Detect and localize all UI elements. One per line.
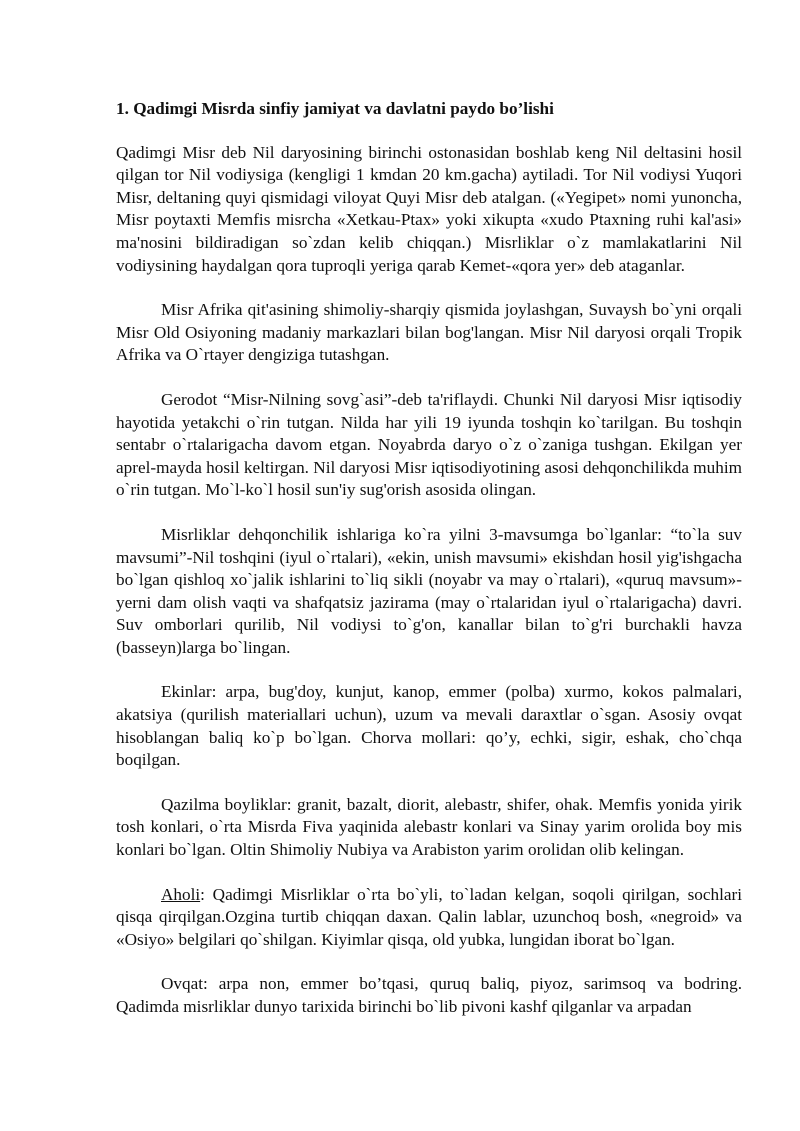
paragraph-minerals: Qazilma boyliklar: granit, bazalt, diorit, alebastr, shifer, ohak. Memfis yonida yirik tosh konlari, o`rta Misrda Fiva yaqinida alebastr konlari va Sinay yarim orolida boy mis konlari bo`lgan. Oltin Shimoliy Nubiya va Arabiston yarim orolidan olib kelingan.	[116, 794, 742, 860]
paragraph-herodotus: Gerodot “Misr-Nilning sovg`asi”-deb ta'riflaydi. Chunki Nil daryosi Misr iqtisodiy hayotida yetakchi o`rin tutgan. Nilda har yili 19 iyunda toshqin ko`tarilgan. Bu toshqin sentabr o`rtalarigacha davom etgan. Noyabrda daryo o`z o`zaniga tushgan. Ekilgan yer aprel-mayda hosil keltirgan. Nil daryosi Misr iqtisodiyotining asosi dehqonchilikda muhim o`rin tutgan. Mo`l-ko`l hosil sun'iy sug'orish asosida olingan.	[116, 389, 742, 500]
section-heading: 1. Qadimgi Misrda sinfiy jamiyat va davlatni paydo bo’lishi	[116, 99, 554, 118]
term-aholi: Aholi	[161, 884, 201, 904]
paragraph-crops: Ekinlar: arpa, bug'doy, kunjut, kanop, emmer (polba) xurmo, kokos palmalari, akatsiya (qurilish materiallari uchun), uzum va mevali daraxtlar o`sgan. Asosiy ovqat hisoblangan baliq ko`p bo`lgan. Chorva mollari: qo’y, echki, sigir, eshak, cho`chqa boqilgan.	[116, 682, 742, 770]
paragraph-nile-geography: Qadimgi Misr deb Nil daryosining birinchi ostonasidan boshlab keng Nil deltasini hosil qilgan tor Nil vodiysiga (kengligi 1 kmdan 20 km.gacha) aytiladi. Tor Nil vodiysi Yuqori Misr, deltaning quyi qismidagi viloyat Quyi Misr deb atalgan. («Yegipet» nomi yunoncha, Misr poytaxti Memfis misrcha «Xetkau-Ptax» yoki xikupta «xudo Ptaxning ruhi kal'asi» ma'nosini bildiradigan so`zdan kelib chiqqan.) Misrliklar o`z mamlakatlarini Nil vodiysining haydalgan qora tuproqli yeriga qarab Kemet-«qora yer» deb ataganlar.	[116, 142, 742, 275]
paragraph-population	[116, 884, 742, 952]
document-body	[116, 98, 742, 1041]
paragraph-seasons: Misrliklar dehqonchilik ishlariga ko`ra yilni 3-mavsumga bo`lganlar: “to`la suv mavsumi”-Nil toshqini (iyul o`rtalari), «ekin, unish mavsumi» ekishdan hosil yig'ishgacha bo`lgan qishloq xo`jalik ishlarini to`liq sikli (noyabr va may o`rtalari), «quruq mavsum»-yerni dam olish vaqti va shafqatsiz jazirama (may o`rtalaridan iyul o`rtalarigacha) davri. Suv omborlari qurilib, Nil vodiysi to`g'on, kanallar bilan to`g'ri burchakli havza (basseyn)larga bo`lingan.	[116, 524, 742, 657]
paragraph-location: Misr Afrika qit'asining shimoliy-sharqiy qismida joylashgan, Suvaysh bo`yni orqali Misr Old Osiyoning madaniy markazlari bilan bog'langan. Misr Nil daryosi orqali Tropik Afrika va O`rtayer dengiziga tutashgan.	[116, 300, 742, 365]
paragraph-food: Ovqat: arpa non, emmer bo’tqasi, quruq baliq, piyoz, sarimsoq va bodring. Qadimda misrliklar dunyo tarixida birinchi bo`lib pivoni kashf qilganlar va arpadan	[116, 974, 742, 1016]
population-text: : Qadimgi Misrliklar o`rta bo`yli, to`ladan kelgan, soqoli qirilgan, sochlari qisqa qirqilgan.Ozgina turtib chiqqan daxan. Qalin lablar, uzunchoq bosh, «negroid» va «Osiyo» belgilari qo`shilgan. Kiyimlar qisqa, old yubka, lungidan iborat bo`lgan.	[116, 884, 742, 949]
